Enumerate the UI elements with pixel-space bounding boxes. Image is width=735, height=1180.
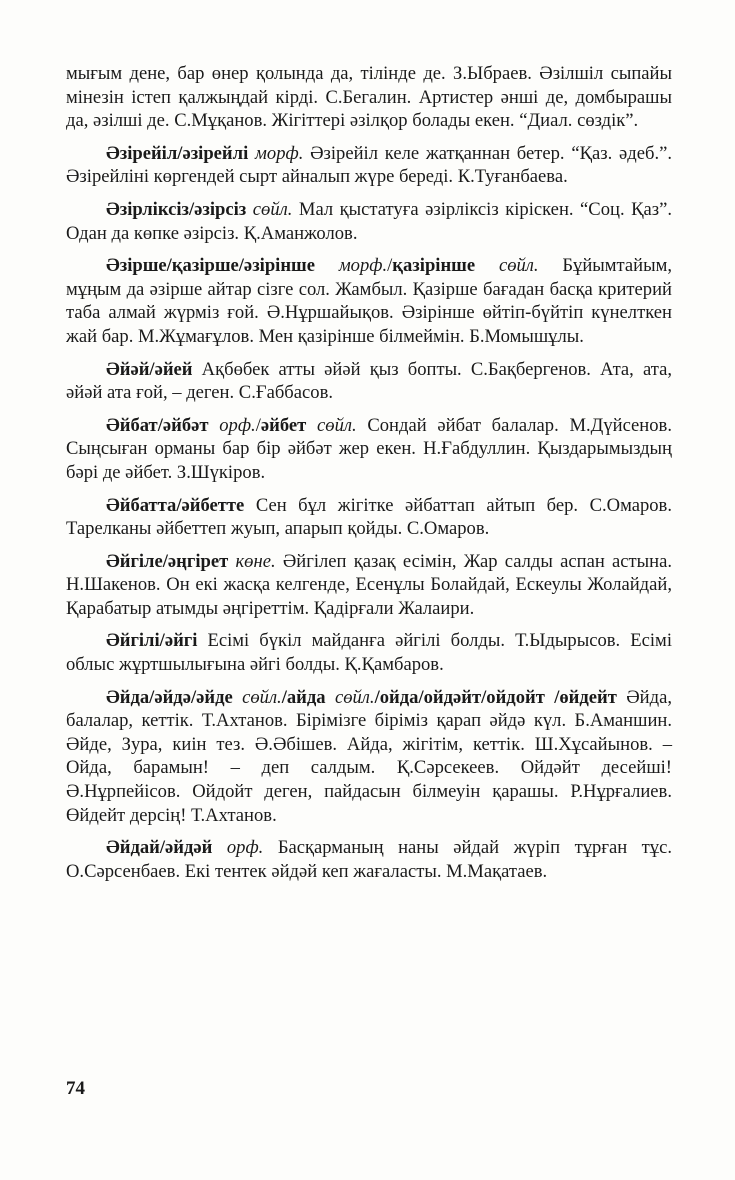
dictionary-entry	[66, 836, 672, 883]
headword: Әйбат/әйбәт	[106, 414, 209, 436]
entry-text: Есімі бүкіл майданға әйгілі болды. Т.Ыдырысов. Есімі облыс жұртшылығына әйгі болды. Қ.Қамбаров.	[66, 630, 672, 676]
usage-label: орф.	[226, 837, 264, 859]
usage-label: сөйл.	[498, 255, 539, 277]
entry-text: Сондай әйбат балалар. М.Дүйсенов. Сыңсыған орманы бар бір әйбәт жер екен. Н.Ғабдуллин. Қыздарымыздың бәрі де әйбет. З.Шүкіров.	[66, 414, 672, 483]
entry-text: мығым дене, бар өнер қолында да, тілінде де. З.Ыбраев. Әзілшіл сыпайы мінезін істеп қалжыңдай кірді. С.Бегалин. Артистер әнші де, домбырашы да, әзілші де. С.Мұқанов. Жігіттері әзілқор болады екен. “Диал. сөздік”.	[66, 63, 672, 132]
dictionary-entry	[66, 198, 672, 245]
dictionary-entry	[66, 686, 672, 828]
dictionary-entry	[66, 142, 672, 189]
headword: қазірінше	[392, 255, 476, 277]
usage-label: морф.	[255, 142, 304, 164]
headword: Әзірліксіз/әзірсіз	[106, 198, 247, 220]
entry-text: Әйда, балалар, кеттік. Т.Ахтанов. Бірімізге біріміз қарап әйдә күл. Б.Аманшин. Әйде, Зура, киін тез. Ә.Әбішев. Айда, жігітім, кеттік. Ш.Хұсайынов. – Ойда, барамын! – деп салдым. Қ.Сәрсекеев. Ойдәйт десейші! Ә.Нұрпейісов. Ойдойт деген, пайдасын білмеуін қарашы. Р.Нұрғалиев. Өйдейт дерсің! Т.Ахтанов.	[66, 686, 672, 826]
usage-label: сөйл.	[242, 686, 282, 708]
usage-label: сөйл.	[317, 414, 357, 436]
headword: айда	[286, 686, 326, 708]
entry-text: Бұйымтайым, мұңым да әзірше айтар сізге сол. Жамбыл. Қазірше бағадан басқа критерий таба алмай жүрміз ғой. Ә.Нұршайықов. Әзірінше өйтіп-бүйтіп күнелткен жай бар. М.Жұмағұлов. Мен қазірінше білмеймін. Б.Момышұлы.	[66, 255, 672, 347]
headword: Әйгілі/әйгі	[106, 630, 198, 652]
usage-label: орф.	[219, 414, 256, 436]
headword: /	[281, 686, 287, 708]
entry-text: Сен бұл жігітке әйбаттап айтып бер. С.Омаров. Тарелканы әйбеттеп жуып, апарып қойды. С.Омаров.	[66, 494, 672, 540]
entry-text: /	[255, 414, 261, 436]
entry-text	[233, 687, 242, 708]
headword: Әйдай/әйдәй	[106, 837, 213, 859]
dictionary-entry	[66, 414, 672, 485]
dictionary-entry	[66, 494, 672, 541]
dictionary-entry	[66, 629, 672, 676]
entry-text	[315, 255, 339, 276]
usage-label: сөйл.	[252, 198, 293, 220]
dictionary-entry	[66, 254, 672, 348]
entry-text	[326, 687, 335, 708]
headword: Әйгіле/әңгірет	[106, 550, 229, 572]
text-column	[66, 62, 672, 892]
headword: Әйбатта/әйбетте	[106, 494, 245, 516]
entry-text: Әйгілеп қазақ есімін, Жар салды аспан астына. Н.Шакенов. Он екі жасқа келгенде, Есенұлы Болайдай, Ескеулы Жолайдай, Қарабатыр атымды әңгіреттім. Қадірғали Жалаири.	[66, 550, 672, 619]
headword: /ойда/ойдәйт/ойдойт /өйдейт	[374, 686, 617, 708]
entry-text	[475, 255, 499, 276]
entry-text	[248, 143, 255, 164]
usage-label: сөйл.	[334, 686, 375, 708]
entry-text: Мал қыстатуға әзірліксіз кіріскен. “Соц. Қаз”. Одан да көпке әзірсіз. Қ.Аманжолов.	[66, 198, 672, 244]
dictionary-entry	[66, 550, 672, 621]
headword: Әзірше/қазірше/әзірінше	[106, 255, 315, 277]
headword: әйбет	[260, 414, 307, 436]
entry-text: /	[387, 255, 393, 277]
headword: Әйәй/әйей	[106, 358, 193, 380]
page-number: 74	[66, 1078, 85, 1099]
entry-text	[209, 415, 220, 436]
entry-text	[212, 837, 227, 858]
dictionary-entry	[66, 62, 672, 133]
entry-text	[306, 415, 317, 436]
entry-text: Басқарманың наны әйдай жүріп тұрған тұс. О.Сәрсенбаев. Екі тентек әйдәй кеп жағаласты. М.Мақатаев.	[66, 837, 672, 882]
dictionary-entry	[66, 358, 672, 405]
entry-text: Әзірейіл келе жатқаннан бетер. “Қаз. әдеб.”. Әзірейліні көргендей сырт айналып жүре береді. К.Туғанбаева.	[66, 142, 672, 188]
headword: Әзірейіл/әзірейлі	[106, 142, 249, 164]
entry-text: Ақбөбек атты әйәй қыз бопты. С.Бақбергенов. Ата, ата, әйәй ата ғой, – деген. С.Ғаббасов.	[66, 358, 672, 404]
headword: Әйда/әйдә/әйде	[106, 686, 233, 708]
usage-label: морф.	[338, 255, 388, 277]
usage-label: көне.	[235, 550, 276, 572]
